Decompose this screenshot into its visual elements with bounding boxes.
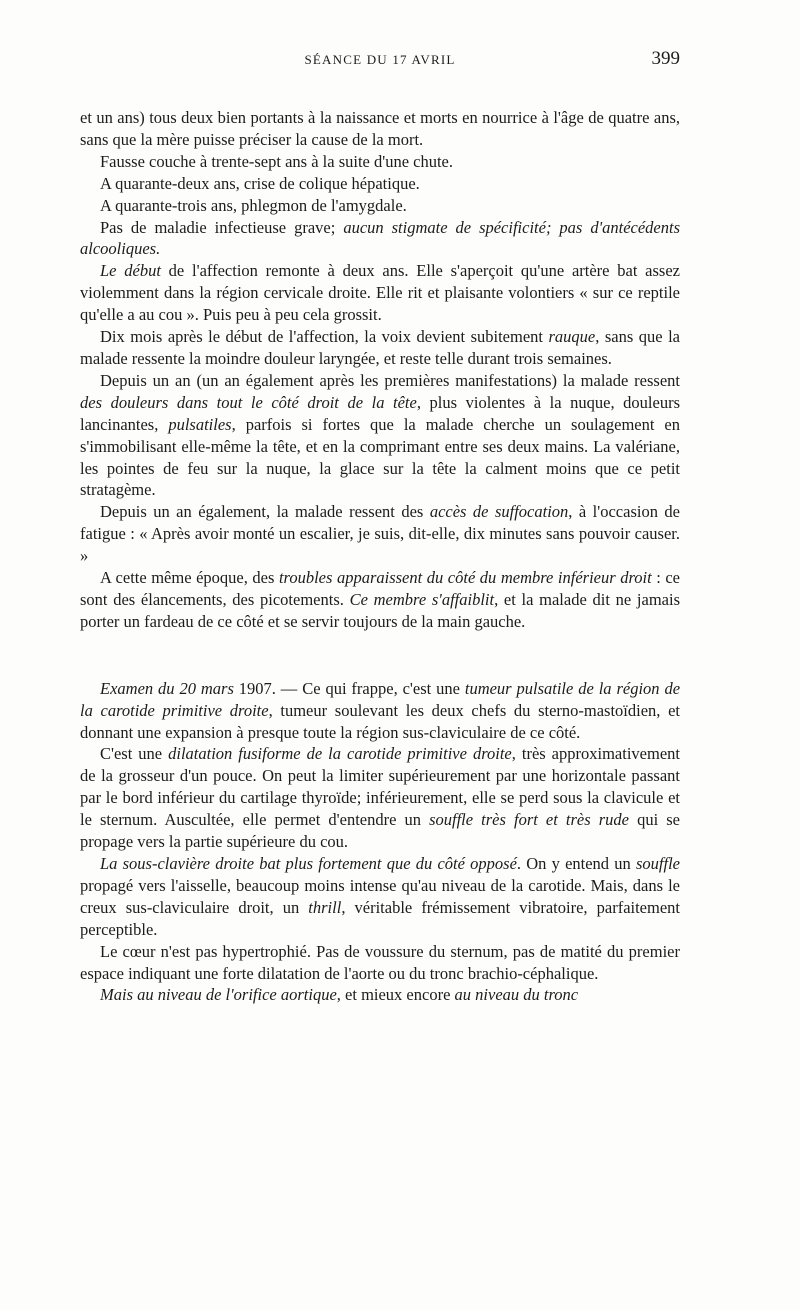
text-run: 1907. — Ce qui frappe, c'est une xyxy=(233,678,465,698)
paragraph xyxy=(80,107,680,151)
italic-text: Mais au niveau de l'orifice aortique xyxy=(100,985,337,1005)
paragraph xyxy=(80,173,680,195)
paragraph xyxy=(80,853,680,941)
italic-text: Examen du 20 mars xyxy=(100,678,234,698)
text-run: Depuis un an également, la malade ressent des xyxy=(100,502,430,522)
italic-text: Le début xyxy=(100,261,161,281)
text-run: C'est une xyxy=(100,744,169,764)
text-run: A quarante-deux ans, crise de colique hépatique. xyxy=(100,173,420,193)
text-run: : ce sont des élancements, des picotements. xyxy=(80,568,680,609)
italic-text: thrill xyxy=(308,897,342,917)
italic-text: accès de suffocation xyxy=(429,502,569,522)
text-run: Fausse couche à trente-sept ans à la suite d'une chute. xyxy=(100,151,454,171)
italic-text: souffle très fort et très rude xyxy=(429,810,629,830)
paragraph xyxy=(80,678,680,744)
text-run: A cette même époque, des xyxy=(100,568,279,588)
italic-text: au niveau du tronc xyxy=(454,985,579,1005)
text-run: et un ans) tous deux bien portants à la naissance et morts en nourrice à l'âge de quatre ans, sans que la mère puisse préciser la cause de la mort. xyxy=(80,108,680,149)
text-run: , très approximativement de la grosseur d'un pouce. On peut la limiter supérieurement par une horizontale passant par le bord inférieur du cartilage thyroïde; inférieurement, elle se perd sous la clavicule et le sternum. Auscultée, elle permet d'entendre un xyxy=(80,744,680,830)
text-run: Depuis un an (un an également après les premières manifestations) la malade ressent xyxy=(100,370,680,390)
text-run: propagé vers l'aisselle, beaucoup moins intense qu'au niveau de la carotide. Mais, dans le creux sus-claviculaire droit, un xyxy=(80,875,680,917)
paragraph xyxy=(80,217,680,261)
italic-text: Ce membre s'affaiblit xyxy=(349,589,495,609)
text-run: , véritable frémissement vibratoire, parfaitement perceptible. xyxy=(80,897,680,939)
page-number: 399 xyxy=(651,48,680,69)
paragraph xyxy=(80,370,680,501)
italic-text: La sous-clavière droite bat plus fortement que du côté opposé xyxy=(100,854,517,873)
italic-text: souffle xyxy=(635,854,680,873)
text-run: , plus violentes à la nuque, douleurs lancinantes, xyxy=(80,392,680,434)
italic-text: troubles apparaissent du côté du membre inférieur droit xyxy=(278,568,652,588)
section-gap xyxy=(80,633,680,678)
body-text xyxy=(80,107,680,1006)
text-run: Dix mois après le début de l'affection, la voix devient subitement xyxy=(100,327,549,347)
text-run: , sans que la malade ressente la moindre douleur laryngée, et reste telle durant trois semaines. xyxy=(80,327,680,368)
paragraph xyxy=(80,501,680,567)
italic-text: tumeur pulsatile de la région de la carotide primitive droite xyxy=(80,678,681,720)
paragraph xyxy=(80,260,680,326)
text-run: Le cœur n'est pas hypertrophié. Pas de voussure du sternum, pas de matité du premier espace indiquant une forte dilatation de l'aorte ou du tronc brachio-céphalique. xyxy=(80,941,680,983)
text-run: qui se propage vers la partie supérieure du cou. xyxy=(80,810,680,852)
text-run: , tumeur soulevant les deux chefs du sterno-mastoïdien, et donnant une expansion à presque toute la région sus-claviculaire de ce côté. xyxy=(80,700,680,742)
italic-text: dilatation fusiforme de la carotide primitive droite xyxy=(168,744,512,764)
italic-text: pulsatiles xyxy=(168,414,232,434)
running-head: SÉANCE DU 17 AVRIL xyxy=(304,52,456,67)
text-run: , à l'occasion de fatigue : « Après avoir monté un escalier, je suis, dit-elle, dix minutes sans pouvoir causer. » xyxy=(80,502,680,566)
text-run: A quarante-trois ans, phlegmon de l'amygdale. xyxy=(100,195,407,215)
text-run: , et mieux encore xyxy=(336,985,455,1005)
text-run: . On y entend un xyxy=(516,854,636,873)
italic-text: aucun stigmate de spécificité; pas d'antécédents alcooliques. xyxy=(80,217,680,259)
italic-text: des douleurs dans tout le côté droit de la tête xyxy=(80,392,417,412)
page-header xyxy=(80,48,680,72)
text-run: de l'affection remonte à deux ans. Elle s'aperçoit qu'une artère bat assez violemment dans la région cervicale droite. Elle rit et plaisante volontiers « sur ce reptile qu'elle a au cou ». Puis peu à peu cela grossit. xyxy=(80,261,680,325)
text-run: Pas de maladie infectieuse grave; xyxy=(100,217,344,237)
paragraph xyxy=(80,151,680,173)
paragraph xyxy=(80,195,680,217)
paragraph xyxy=(80,567,680,633)
paragraph xyxy=(80,984,680,1006)
paragraph xyxy=(80,326,680,370)
paragraph xyxy=(80,743,680,853)
text-run: , parfois si fortes que la malade cherche un soulagement en s'immobilisant elle-même la tête, et en la comprimant entre ses deux mains. La valériane, les pointes de feu sur la nuque, la glace sur la tête la calment moins que ce petit stratagème. xyxy=(80,414,680,500)
paragraph xyxy=(80,941,680,985)
text-run: , et la malade dit ne jamais porter un fardeau de ce côté et se servir toujours de la main gauche. xyxy=(80,589,680,631)
italic-text: rauque xyxy=(548,327,596,347)
